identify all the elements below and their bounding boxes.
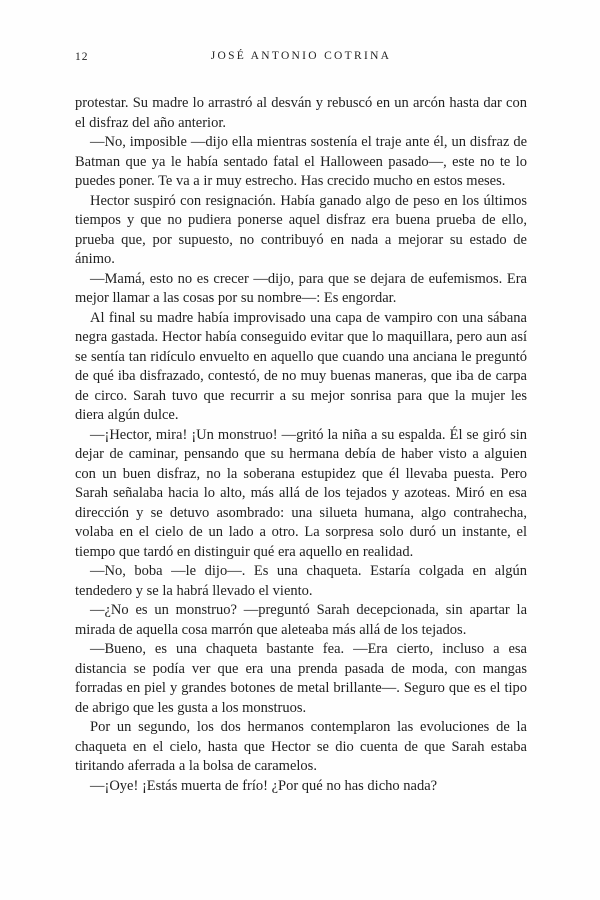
page-number: 12: [75, 51, 89, 63]
running-header-title: JOSÉ ANTONIO COTRINA: [210, 50, 392, 62]
body-paragraph: —¡Oye! ¡Estás muerta de frío! ¿Por qué no has dicho nada?: [90, 777, 438, 794]
body-paragraph: —No, imposible —dijo ella mientras sostenía el traje ante él, un disfraz de Batman que ya le había sentado fatal el Halloween pasado—, este no te lo puedes poner. Te va a ir muy estrecho. Has crecido mucho en estos meses.: [75, 134, 527, 189]
body-paragraph: protestar. Su madre lo arrastró al desván y rebuscó en un arcón hasta dar con el disfraz del año anterior.: [75, 95, 527, 131]
running-head: [75, 50, 527, 66]
body-paragraph: —Bueno, es una chaqueta bastante fea. —Era cierto, incluso a esa distancia se podía ver que era una prenda pasada de moda, con mangas forradas en piel y grandes botones de metal brillante—. Seguro que es el tipo de abrigo que les gusta a los monstruos.: [75, 641, 527, 716]
body-paragraph: Al final su madre había improvisado una capa de vampiro con una sábana negra gastada. Hector había conseguido evitar que lo maquillara, pero aun así se sentía tan ridículo envuelto en aquello que cuando una anciana le preguntó de qué iba disfrazado, contestó, de no muy buenas maneras, que iba de carpa de circo. Sarah tuvo que recurrir a su mejor sonrisa para que la mujer les diera algún dulce.: [75, 309, 527, 423]
body-paragraph: Hector suspiró con resignación. Había ganado algo de peso en los últimos tiempos y que no pudiera ponerse aquel disfraz era buena prueba de ello, prueba que, por supuesto, no contribuyó en nada a mejorar su estado de ánimo.: [75, 192, 527, 267]
body-text: [75, 94, 527, 796]
body-paragraph: —¡Hector, mira! ¡Un monstruo! —gritó la niña a su espalda. Él se giró sin dejar de caminar, pensando que su hermana debía de haber visto a alguien con un buen disfraz, no la soberana estupidez que él llevaba puesta. Pero Sarah señalaba hacia lo alto, más allá de los tejados y azoteas. Miró en esa dirección y se detuvo asombrado: una silueta humana, algo contrahecha, volaba en el cielo de un lado a otro. La sorpresa solo duró un instante, el tiempo que tardó en distinguir qué era aquello en realidad.: [75, 426, 527, 560]
body-paragraph: —Mamá, esto no es crecer —dijo, para que se dejara de eufemismos. Era mejor llamar a las cosas por su nombre—: Es engordar.: [75, 270, 527, 306]
body-paragraph: Por un segundo, los dos hermanos contemplaron las evoluciones de la chaqueta en el cielo, hasta que Hector se dio cuenta de que Sarah estaba tiritando aferrada a la bolsa de caramelos.: [75, 719, 527, 774]
body-paragraph: —No, boba —le dijo—. Es una chaqueta. Estaría colgada en algún tendedero y se la habrá llevado el viento.: [75, 563, 527, 599]
body-paragraph: —¿No es un monstruo? —preguntó Sarah decepcionada, sin apartar la mirada de aquella cosa marrón que aleteaba más allá de los tejados.: [75, 602, 527, 638]
